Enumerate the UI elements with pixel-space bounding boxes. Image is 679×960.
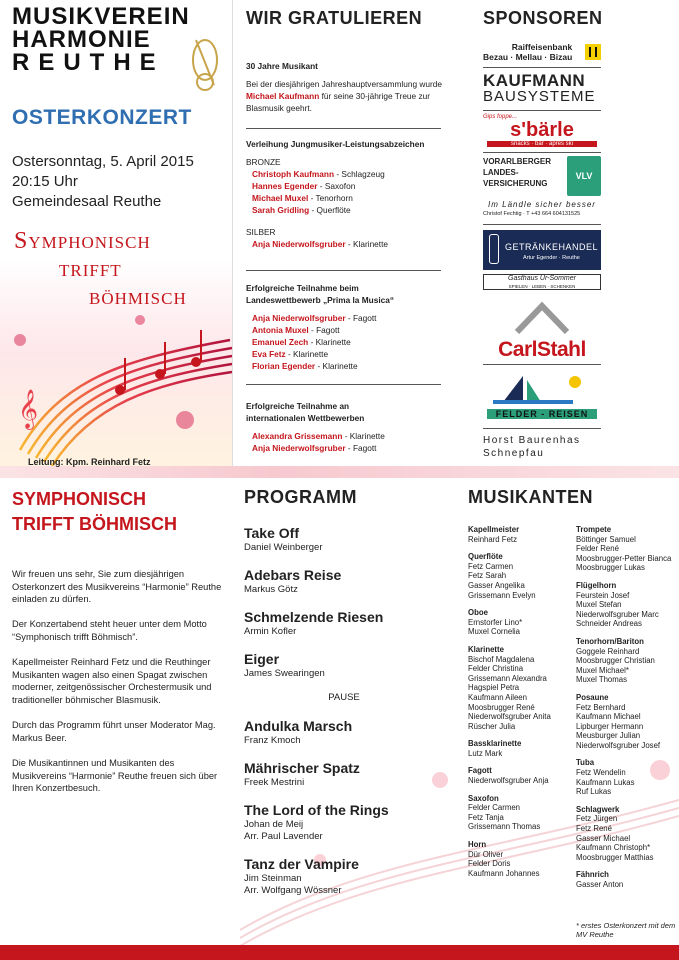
musician-name: Niederwolfsgruber Marc: [576, 609, 659, 619]
motto-headline: [14, 227, 187, 311]
intro-paragraph: Die Musikantinnen und Musikanten des Musikvereins “Harmonie” Reuthe freuen sich über Ihren Konzertbesuch.: [12, 757, 218, 794]
divider-line: [483, 67, 601, 68]
award-row: [252, 238, 451, 250]
divider-line: [246, 270, 441, 271]
musician-name: Goggele Reinhard: [576, 646, 640, 656]
gasthaus-name: Gasthaus Ur-Sommer: [508, 275, 576, 282]
sponsor-getraenke: [483, 230, 601, 290]
vlv-logo-icon: VLV: [567, 156, 601, 196]
divider-line: [483, 110, 601, 111]
musikanten-heading: MUSIKANTEN: [468, 487, 593, 507]
musician-name: Kaufmann Aileen: [468, 692, 527, 702]
award-name: Emanuel Zech: [252, 337, 309, 347]
programm-item: [244, 524, 444, 554]
musician-name: Felder René: [576, 544, 619, 554]
musician-name: Ernstorfer Lino*: [468, 617, 523, 627]
musician-name: Niederwolfsgruber Anja: [468, 776, 549, 786]
intro-text: [12, 568, 222, 807]
getraenke-name: GETRÄNKEHANDEL: [505, 242, 599, 252]
piece-title: Schmelzende Riesen: [244, 609, 384, 625]
music-staff-decoration: [0, 300, 232, 466]
award-row: [252, 360, 451, 372]
section-group: [576, 637, 678, 685]
international-heading-2: internationalen Wettbewerben: [246, 413, 365, 423]
programm-item: [244, 650, 444, 680]
felder-name: FELDER - REISEN: [487, 409, 597, 419]
piece-title: Mährischer Spatz: [244, 760, 360, 776]
section-heading: Posaune: [576, 692, 609, 702]
anniversary-text-b: für seine 30-jährige Treue zur Blasmusik geehrt.: [246, 91, 430, 113]
musikanten-column-2: [576, 525, 678, 898]
musikanten-footnote: * erstes Osterkonzert mit dem MV Reuthe: [576, 921, 676, 939]
musician-name: Ruf Lukas: [576, 787, 612, 797]
divider-line: [483, 224, 601, 225]
piece-composer: Freek Mestrini: [244, 777, 305, 788]
award-name: Alexandra Grissemann: [252, 431, 343, 441]
musician-name: Feurstein Josef: [576, 590, 630, 600]
section-group: [468, 525, 573, 544]
piece-title: Andulka Marsch: [244, 718, 353, 734]
divider-line: [483, 152, 601, 153]
musician-name: Hagspiel Petra: [468, 683, 520, 693]
piece-composer: Armin Kofler: [244, 626, 297, 637]
trumpet-icon: [186, 30, 224, 95]
musician-name: Fetz Sarah: [468, 571, 507, 581]
kaufmann-sub: BAUSYSTEME: [483, 88, 596, 105]
musician-name: Bischof Magdalena: [468, 654, 535, 664]
org-line-3: REUTHE: [12, 49, 165, 76]
piece-arranger: Arr. Wolfgang Wössner: [244, 885, 342, 896]
international-heading-1: Erfolgreiche Teilnahme an: [246, 401, 350, 411]
section-heading: Schlagwerk: [576, 804, 620, 814]
intro-headline-1: SYMPHONISCH: [12, 489, 147, 509]
section-heading: Tenorhorn/Bariton: [576, 636, 644, 646]
section-group: [576, 581, 678, 629]
intro-paragraph: Durch das Programm führt unser Moderator Mag. Markus Beer.: [12, 720, 216, 743]
event-date: Ostersonntag, 5. April 2015: [12, 153, 194, 170]
footer-band: [0, 945, 679, 960]
musician-name: Moosbrugger René: [468, 702, 535, 712]
musician-name: Muxel Michael*: [576, 665, 629, 675]
anniversary-text: [246, 78, 451, 114]
musician-name: Gasser Angelika: [468, 580, 525, 590]
award-row: [252, 442, 451, 454]
badges-section: [246, 138, 451, 250]
motto-line-2: trifft: [59, 256, 122, 282]
prima-heading-1: Erfolgreiche Teilnahme beim: [246, 283, 359, 293]
piece-title: Eiger: [244, 651, 280, 667]
carlstahl-name: CarlStahl: [498, 338, 586, 361]
award-instrument: - Fagott: [308, 325, 340, 335]
award-instrument: - Saxofon: [317, 181, 356, 191]
award-name: Sarah Gridling: [252, 205, 310, 215]
raiba-sub: Bezau · Mellau · Bizau: [483, 52, 573, 62]
anniversary-text-a: Bei der diesjährigen Jahreshauptversammlung wurde: [246, 79, 443, 89]
piece-title: Adebars Reise: [244, 567, 342, 583]
programm-item: [244, 566, 444, 596]
intro-paragraph: Der Konzertabend steht heuer unter dem Motto “Symphonisch trifft Böhmisch”.: [12, 619, 207, 642]
org-line-2: HARMONIE: [12, 26, 151, 53]
award-name: Florian Egender: [252, 361, 316, 371]
section-heading: Fähnrich: [576, 870, 609, 880]
musician-name: Fetz Jürgen: [576, 814, 618, 824]
section-group: [468, 608, 573, 637]
musician-name: Muxel Stefan: [576, 600, 622, 610]
silber-list: [246, 238, 451, 250]
award-row: [252, 430, 451, 442]
event-details: [12, 152, 194, 212]
programm-item: [244, 801, 444, 843]
sponsor-felder: [483, 372, 601, 419]
getraenke-sub: Artur Egender · Reuthe: [523, 255, 580, 261]
musikanten-column-1: [468, 525, 573, 886]
gratulieren-heading: WIR GRATULIEREN: [246, 8, 423, 28]
piece-composer: Markus Götz: [244, 584, 298, 595]
programm-heading: PROGRAMM: [244, 487, 357, 507]
musician-name: Fetz Wendelin: [576, 768, 626, 778]
divider-line: [246, 128, 441, 129]
section-heading: Trompete: [576, 525, 612, 534]
award-row: [252, 168, 451, 180]
felder-logo-icon: [483, 372, 601, 404]
section-heading: Querflöte: [468, 552, 503, 562]
musician-name: Moosbrugger-Petter Bianca: [576, 553, 672, 563]
sponsoren-heading: SPONSOREN: [483, 8, 603, 28]
piece-title: Tanz der Vampire: [244, 856, 359, 872]
section-heading: Bassklarinette: [468, 739, 522, 749]
musician-name: Fetz Tanja: [468, 812, 504, 822]
org-title: [12, 5, 190, 74]
musician-name: Moosbrugger Christian: [576, 656, 655, 666]
programm-item: [244, 855, 444, 897]
musician-name: Muxel Cornelia: [468, 627, 521, 637]
award-name: Antonia Muxel: [252, 325, 309, 335]
horst-place: Schnepfau: [483, 448, 545, 459]
piece-title: The Lord of the Rings: [244, 802, 389, 818]
vlv-contact: Christof Fechtig · T +43 664 604131525: [483, 211, 581, 217]
motto-line-3: böhmisch: [89, 284, 187, 310]
musician-name: Gasser Anton: [576, 880, 624, 889]
piece-composer: Daniel Weinberger: [244, 542, 323, 553]
musician-name: Reinhard Fetz: [468, 534, 517, 544]
piece-composer: Franz Kmoch: [244, 735, 301, 746]
award-name: Anja Niederwolfsgruber: [252, 313, 346, 323]
musician-name: Kaufmann Lukas: [576, 777, 635, 787]
section-heading: Saxofon: [468, 793, 499, 803]
section-group: [468, 552, 573, 600]
divider-line: [246, 384, 441, 385]
award-name: Anja Niederwolfsgruber: [252, 239, 346, 249]
award-name: Eva Fetz: [252, 349, 286, 359]
musician-name: Felder Christina: [468, 664, 524, 674]
award-instrument: - Klarinette: [342, 431, 385, 441]
award-instrument: - Klarinette: [285, 349, 329, 359]
award-row: [252, 336, 451, 348]
section-group: [576, 758, 678, 796]
vlv-line-1: VORARLBERGER: [483, 157, 552, 166]
award-row: [252, 180, 451, 192]
programm-item: [244, 759, 444, 789]
prima-list: [246, 312, 451, 372]
musician-name: Grissemann Alexandra: [468, 673, 547, 683]
event-title: OSTERKONZERT: [12, 106, 192, 129]
sponsor-vlv: [483, 156, 601, 217]
section-heading: Tuba: [576, 758, 595, 768]
award-name: Christoph Kaufmann: [252, 169, 335, 179]
bottle-icon: [489, 234, 499, 264]
baerle-sub: snacks · bar · apres ski: [487, 141, 597, 147]
musician-name: Fetz René: [576, 824, 612, 834]
musician-name: Meusburger Julian: [576, 731, 641, 741]
section-group: [576, 525, 678, 573]
sponsor-raiffeisen: [483, 42, 601, 62]
award-row: [252, 324, 451, 336]
musician-name: Kaufmann Christoph*: [576, 843, 651, 853]
section-group: [468, 645, 573, 731]
carlstahl-logo-icon: [483, 300, 601, 334]
award-row: [252, 312, 451, 324]
piece-title: Take Off: [244, 525, 299, 541]
musician-name: Dür Oliver: [468, 849, 504, 859]
musician-name: Niederwolfsgruber Anita: [468, 712, 551, 722]
section-group: [468, 739, 573, 758]
musician-name: Kaufmann Michael: [576, 712, 641, 722]
award-name: Anja Niederwolfsgruber: [252, 443, 346, 453]
section-heading: Horn: [468, 840, 487, 850]
baerle-tagline: Gips foppe...: [483, 114, 518, 120]
award-instrument: - Fagott: [345, 443, 377, 453]
musician-name: Böttinger Samuel: [576, 534, 636, 544]
section-band: [0, 466, 679, 478]
award-name: Michael Muxel: [252, 193, 309, 203]
section-group: [468, 766, 573, 785]
pause-label: PAUSE: [328, 692, 360, 703]
section-group: [468, 840, 573, 878]
section-group: [576, 693, 678, 751]
programm-list: [244, 524, 444, 909]
section-group: [576, 870, 678, 889]
musician-name: Fetz Carmen: [468, 561, 514, 571]
musician-name: Kaufmann Johannes: [468, 868, 540, 878]
anniversary-section: [246, 60, 451, 114]
gasthaus-sub: SPIELEN · LEBEN · SCHENKEN: [508, 284, 576, 289]
section-heading: Oboe: [468, 608, 488, 618]
section-heading: Klarinette: [468, 644, 504, 654]
musician-name: Muxel Thomas: [576, 675, 627, 685]
raiba-name: Raiffeisenbank: [511, 42, 573, 52]
section-heading: Flügelhorn: [576, 580, 617, 590]
musician-name: Lipburger Hermann: [576, 721, 644, 731]
intro-headline-2: TRIFFT BÖHMISCH: [12, 514, 177, 534]
section-heading: Kapellmeister: [468, 525, 520, 534]
section-group: [576, 805, 678, 863]
intro-paragraph: Kapellmeister Reinhard Fetz und die Reuthinger Musikanten wagen also einen Spagat zwischen moderner, zeitgenössischer Orchestermusik und traditioneller böhmischer Blasmusik.: [12, 657, 212, 705]
musician-name: Grissemann Thomas: [468, 822, 541, 832]
bronze-list: [246, 168, 451, 216]
award-instrument: - Klarinette: [345, 239, 389, 249]
musician-name: Rüscher Julia: [468, 721, 516, 731]
sponsor-baerle: [483, 114, 601, 150]
org-line-1: MUSIKVEREIN: [12, 3, 190, 30]
intro-headline: [12, 487, 177, 537]
prima-musica-section: [246, 282, 451, 372]
section-group: [468, 794, 573, 832]
event-time: 20:15 Uhr: [12, 173, 78, 190]
anniversary-name: Michael Kaufmann: [246, 91, 320, 101]
event-venue: Gemeindesaal Reuthe: [12, 193, 162, 210]
vlv-line-2: LANDES-: [483, 168, 519, 177]
award-instrument: - Schlagzeug: [334, 169, 385, 179]
award-row: [252, 192, 451, 204]
silber-label: SILBER: [246, 227, 276, 237]
vlv-slogan: Im Ländle sicher besser: [488, 200, 596, 209]
programm-item: [244, 608, 444, 638]
piece-composer: Jim Steinman: [244, 873, 302, 884]
musician-name: Felder Doris: [468, 859, 511, 869]
baerle-name: s'bärle: [510, 119, 574, 141]
gasthaus-logo: [483, 274, 601, 290]
musician-name: Grissemann Evelyn: [468, 590, 536, 600]
horst-name: Horst Baurenhas: [483, 435, 581, 446]
raiffeisen-logo-icon: [585, 44, 601, 60]
section-heading: Fagott: [468, 766, 492, 776]
anniversary-heading: 30 Jahre Musikant: [246, 61, 318, 71]
sponsor-baurenhas: [483, 434, 601, 460]
award-instrument: - Fagott: [345, 313, 377, 323]
musician-name: Moosbrugger Matthias: [576, 852, 654, 862]
badges-heading: Verleihung Jungmusiker-Leistungsabzeichen: [246, 139, 425, 149]
intro-paragraph: Wir freuen uns sehr, Sie zum diesjährigen Osterkonzert des Musikvereins “Harmonie” Reuthe einladen zu dürfen.: [12, 569, 222, 605]
sponsor-kaufmann: [483, 72, 601, 105]
musician-name: Lutz Mark: [468, 748, 503, 758]
award-instrument: - Querflöte: [309, 205, 351, 215]
award-row: [252, 204, 451, 216]
award-instrument: - Klarinette: [308, 337, 351, 347]
sponsor-carlstahl: [483, 300, 601, 362]
divider: [232, 0, 233, 466]
getraenke-logo: [483, 230, 601, 270]
award-row: [252, 348, 451, 360]
programm-item: [244, 717, 444, 747]
musician-name: Schneider Andreas: [576, 619, 642, 629]
international-list: [246, 430, 451, 454]
divider-line: [483, 428, 601, 429]
conductor-label: Leitung: Kpm. Reinhard Fetz: [28, 457, 151, 467]
divider-line: [483, 364, 601, 365]
award-instrument: - Tenorhorn: [308, 193, 353, 203]
musician-name: Gasser Michael: [576, 833, 631, 843]
musician-name: Fetz Bernhard: [576, 702, 626, 712]
treble-clef-icon: 𝄞: [18, 389, 39, 429]
musician-name: Moosbrugger Lukas: [576, 563, 645, 573]
piece-arranger: Arr. Paul Lavender: [244, 831, 323, 842]
award-instrument: - Klarinette: [315, 361, 358, 371]
piece-composer: Johan de Meij: [244, 819, 304, 830]
prima-heading-2: Landeswettbewerb „Prima la Musica“: [246, 295, 395, 305]
bronze-label: BRONZE: [246, 157, 281, 167]
international-section: [246, 400, 451, 454]
kaufmann-name: KAUFMANN: [483, 71, 586, 90]
piece-composer: James Swearingen: [244, 668, 325, 679]
award-name: Hannes Egender: [252, 181, 318, 191]
musician-name: Niederwolfsgruber Josef: [576, 740, 661, 750]
vlv-line-3: VERSICHERUNG: [483, 179, 548, 188]
motto-line-1: Symphonisch: [14, 228, 151, 254]
musician-name: Felder Carmen: [468, 803, 520, 813]
